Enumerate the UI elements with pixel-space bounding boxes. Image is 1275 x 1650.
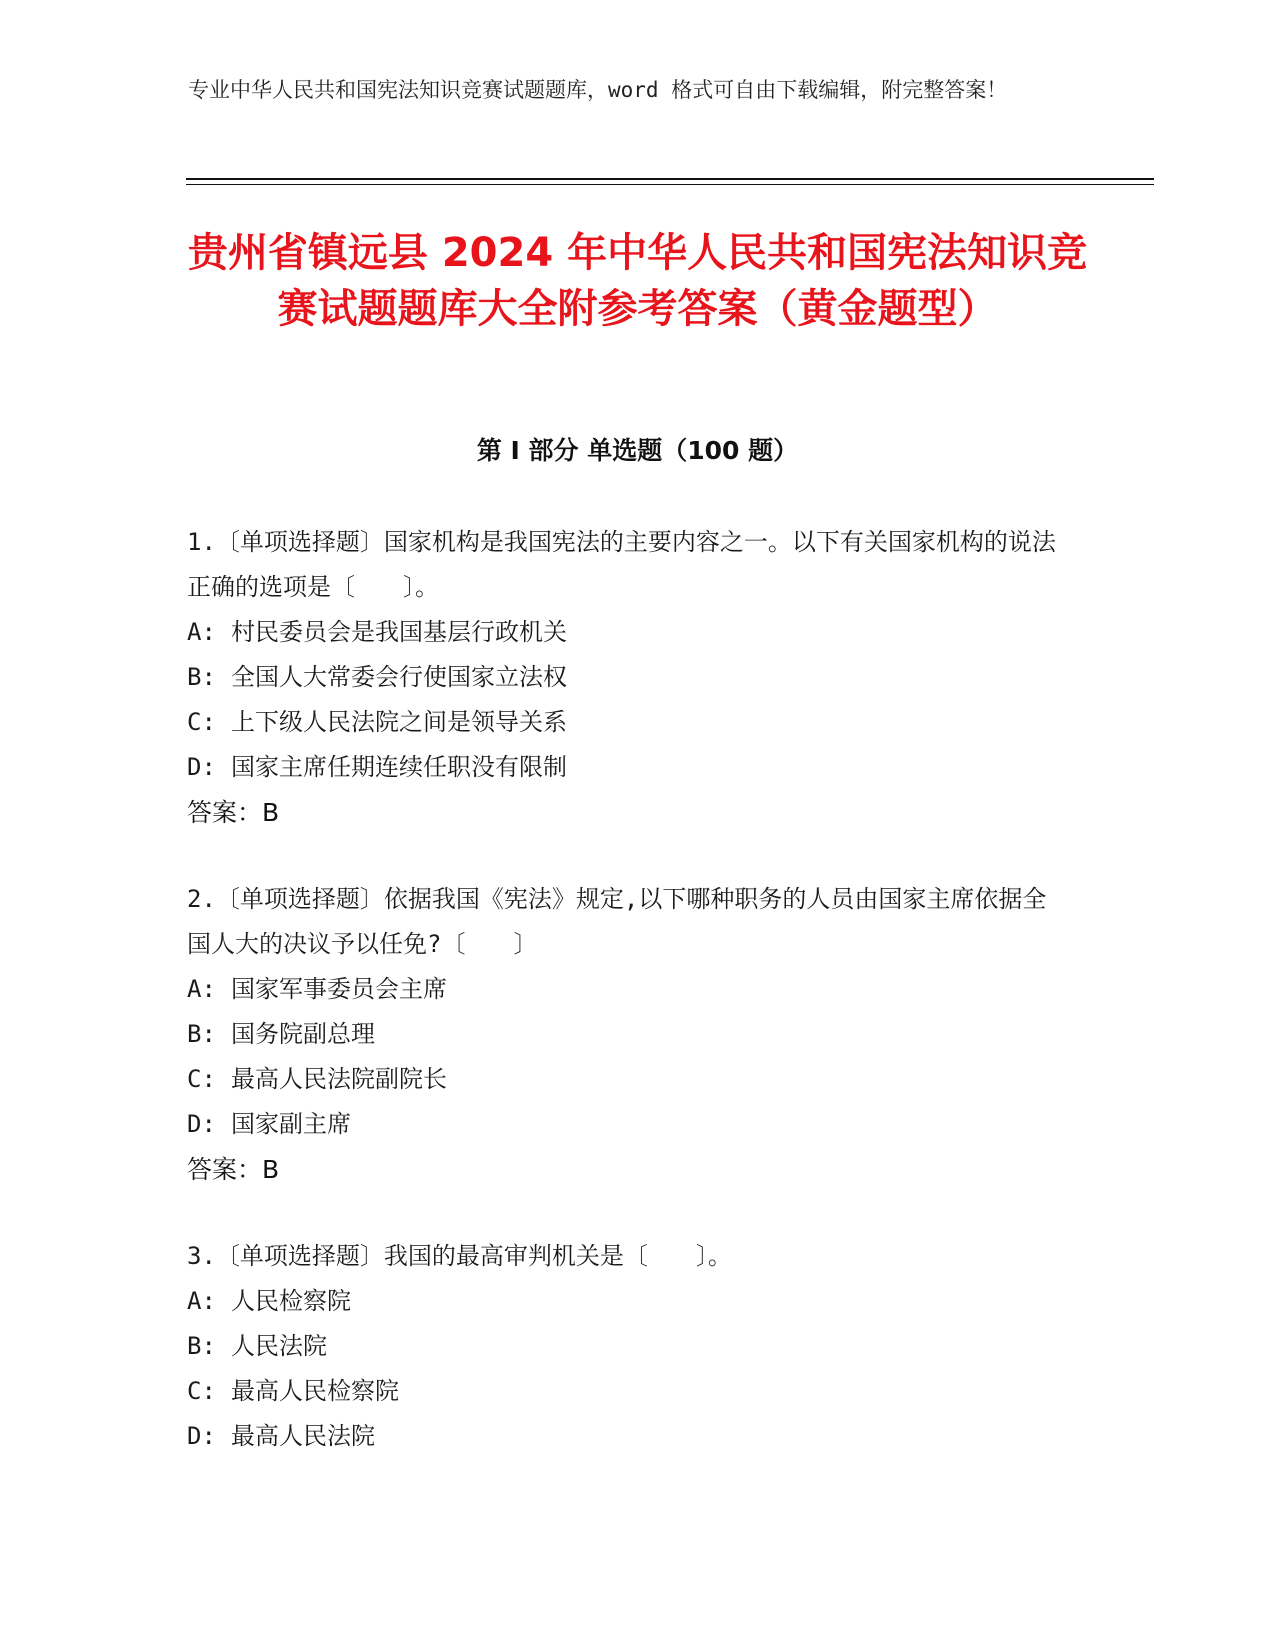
option-text: 国家副主席 <box>231 1110 351 1138</box>
option-text: 人民检察院 <box>231 1287 351 1315</box>
option-letter: D: <box>187 1110 216 1138</box>
option-list <box>187 610 1067 790</box>
option-list <box>187 1279 1067 1459</box>
document-title: 贵州省镇远县 2024 年中华人民共和国宪法知识竞赛试题题库大全附参考答案（黄金题型） <box>187 230 1088 332</box>
answer-line: 答案：B <box>187 798 280 827</box>
option-text: 国务院副总理 <box>231 1020 375 1048</box>
section-title: 第 I 部分 单选题（100 题） <box>476 436 799 465</box>
option-text: 上下级人民法院之间是领导关系 <box>231 708 567 736</box>
option-letter: C: <box>187 1065 216 1093</box>
option-text: 最高人民检察院 <box>231 1377 399 1405</box>
option-d <box>187 1414 1067 1459</box>
option-letter: B: <box>187 1020 216 1048</box>
option-letter: A: <box>187 975 216 1003</box>
header-divider-thick <box>186 178 1154 180</box>
option-a <box>187 610 1067 655</box>
option-letter: D: <box>187 753 216 781</box>
header-divider-thin <box>186 184 1154 185</box>
option-letter: C: <box>187 1377 216 1405</box>
option-a <box>187 967 1067 1012</box>
option-letter: B: <box>187 1332 216 1360</box>
option-b <box>187 1324 1067 1369</box>
question-stem: 1.〔单项选择题〕国家机构是我国宪法的主要内容之一。以下有关国家机构的说法正确的选项是〔 〕。 <box>187 528 1056 601</box>
option-a <box>187 1279 1067 1324</box>
question-list <box>187 520 1067 1501</box>
question-3 <box>187 1234 1067 1459</box>
option-c <box>187 700 1067 745</box>
option-letter: C: <box>187 708 216 736</box>
option-letter: A: <box>187 618 216 646</box>
option-c <box>187 1369 1067 1414</box>
option-letter: A: <box>187 1287 216 1315</box>
answer-line: 答案：B <box>187 1155 280 1184</box>
option-letter: B: <box>187 663 216 691</box>
option-d <box>187 745 1067 790</box>
option-d <box>187 1102 1067 1147</box>
option-letter: D: <box>187 1422 216 1450</box>
header-note: 专业中华人民共和国宪法知识竞赛试题题库，word 格式可自由下载编辑，附完整答案！ <box>188 78 1008 102</box>
question-1 <box>187 520 1067 835</box>
option-b <box>187 1012 1067 1057</box>
question-2 <box>187 877 1067 1192</box>
question-stem: 3.〔单项选择题〕我国的最高审判机关是〔 〕。 <box>187 1242 732 1270</box>
option-text: 国家军事委员会主席 <box>231 975 447 1003</box>
option-text: 最高人民法院 <box>231 1422 375 1450</box>
option-c <box>187 1057 1067 1102</box>
option-text: 村民委员会是我国基层行政机关 <box>231 618 567 646</box>
option-text: 全国人大常委会行使国家立法权 <box>231 663 567 691</box>
option-list <box>187 967 1067 1147</box>
option-text: 人民法院 <box>231 1332 327 1360</box>
option-b <box>187 655 1067 700</box>
option-text: 最高人民法院副院长 <box>231 1065 447 1093</box>
option-text: 国家主席任期连续任职没有限制 <box>231 753 567 781</box>
question-stem: 2.〔单项选择题〕依据我国《宪法》规定,以下哪种职务的人员由国家主席依据全国人大的决议予以任免?〔 〕 <box>187 885 1047 958</box>
